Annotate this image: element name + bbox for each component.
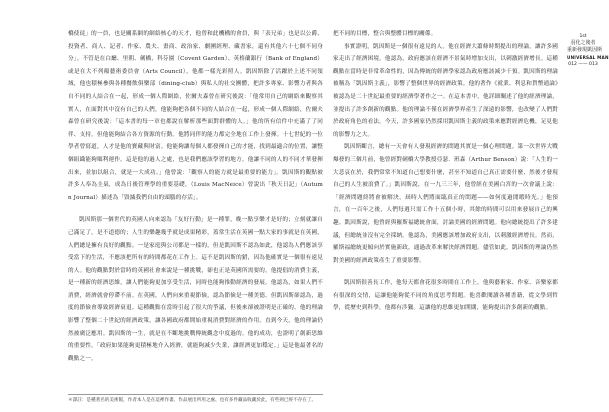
body-paragraph: 凱因斯斷言，總有一天會有人發現經濟的問題其實是一個心理問題。第一次世界大戰爆發的三個月前，他曾經對劍橋大學教授亞瑟．班森（Arthur Benson）說：「人生的一大悲哀在於，我們常常不知道自己想要什麼，甚至不知道自己真正需要什麼，然後才發現自己的人生被浪費了。」凱因斯說，在一九三三年，他曾經在美國白宮的一次會議上說：「經濟問題終將會被解決，屆時人們將面臨真正的問題——如何度過閒暇時光。」他預言，在一百年之後，人們每週只需工作十五個小時，其餘的時間可以用來發展自己的興趣。凱因斯說，他曾經與羅斯福總統會面，討論美國的經濟問題。他向總統提出了許多建議，但總統並沒有完全採納。他認為，美國應該增加政府支出，以刺激經濟增長。然而，羅斯福總統更傾向於實施新政，通過改革來解決經濟問題。儘管如此，凱因斯的理論仍然對美國的經濟政策產生了重要影響。 [333,144,558,264]
book-title-english: UNIVERSAL MAN [567,55,609,60]
chapter-label: 1st [579,34,587,39]
footnote: ＊譯註：是種著名的美術館，作者本人是在這裡作畫、作品展出所用之處、也有多件藏品收藏於此，有些則已經不存在了。 [68,394,323,404]
right-page [333,28,558,388]
running-head [567,33,609,68]
body-paragraph: 凱因斯很善長工作，他每天都會花很多時間在工作上。他與藝術家、作家、音樂家都有很深的交情，這讓他能夠從不同的角度思考問題。他喜歡閱讀各種書籍，從文學到哲學，從歷史到科學，他都有涉獵。這讓他的思維更加開闊，能夠提出許多創新的觀點。 [333,280,558,312]
book-title: 羽化之後者 [570,40,596,46]
paragraph-gap [68,204,323,214]
book-subtitle: 重新發現凱因斯 [567,47,603,53]
left-page [68,28,323,388]
body-paragraph: 橋使徒」的一員，也是關系網的網絡核心的天才，他曾和此機構的會員，與「表兄弟」也是以公爵、投資者、商人、記者、作家、農夫、畫商、政治家、劇團經理、藏書家，還有其他六十七個不同身分」。不管是在白廳、里朝、劍橋、科芬園（Covent Garden）、英格蘭銀行（Bank of England）或是在大不列顛藝術委員會（Arts Council），他都一樣光彩照人。凱因斯除了活躍於上述不同領域，他也積極參與各種餐飲俱樂部（dining-club）與私人的社交團體，把許多專家、影響力者與各自不同的人結合在一起，形成一個人際網絡，佐爾夫森曾在研究後說：「他常用自己的網絡來觀察其實人，在面對其中沒有自己的人們，他能夠把各個不同的人結合在一起，形成一個人際網絡，佐爾夫森曾在研究後說：「這本書的每一章也都說在解析那些面對群體的人。」他的所有信件中充滿了了同伴、支持，但他能夠結合各方資源的行動。他將同伴的能力都完全地在工作上發揮。十七世紀的一位學者曾寫道，人才是他的寶藏與財富。他能夠讓每個人都發揮自己的才能，找到最適合的位置，讓整個組織能夠順利運作。這是他的過人之處，也是我們應該學習的地方。他讓不同的人的不同才華發揮出來，並加以組合，就是一大成功。」他曾說：「觀察人的能力就是最重要的能力」。凱因斯的觀點被許多人奉為圭臬，成為日後管理學的重要基礎。（Louis MacNeice）曾說出「秋天日記」（Autumn Journal）描述為「毀滅我們自由的頭腦的存活」。 [68,31,323,201]
body-paragraph: 凱因斯那一個世代的英國人向來認為「友好行動」是一種罪，晚一點享樂才是好的；立刻就讓自己滿足了，是不道德的；人生的樂趣幾乎就是成果精彩，蓋常生活在英國一點大家的事就是在英國，人們總是擁有良好的觀點。一是家庭與公司都是一樣的，但是凱因斯不認為如此，他認為人們應該享受當下的生活，不應該把所有的時間都花在工作上。這不是凱因斯的錯，因為他確實是一個很有遠見的人。他的觀點對於當時的英國社會來說是一種挑戰，卻也正是英國所需要的。他提倡的消費主義，是一種新的經濟思維，讓人們能夠更加享受生活，同時也能夠推動經濟的發展。他認為，如果人們不消費，經濟就會停滯不前。在英國，人們向來重視節儉，認為節儉是一種美德。但凱因斯卻認為，過度的節儉會導致經濟衰退。這種觀點在當時引起了很大的爭議，但後來卻被證明是正確的。他的理論影響了整個二十世紀的經濟政策，讓各國政府都開始重視消費對經濟的作用。直到今天，他的理論仍然被廣泛應用。凱因斯的一生，就是在不斷地挑戰傳統觀念中度過的。他的成功，也證明了創新思維的重要性。「政府如果能夠更積極地介入經濟，就能夠減少失業，讓經濟更加穩定。」這是他最著名的觀點之一。 [68,217,323,362]
body-paragraph: 把不同的目標，整合與整體目標的關係。 [333,31,437,37]
paragraph-gap [333,267,558,277]
page-numbers: 012 —— 013 [568,62,598,67]
body-paragraph: 事實證明，凱因斯是一個很有遠見的人。他在經濟大蕭條時期提出的理論，讓許多國家走出了經濟困境。他認為，政府應該在經濟不景氣時增加支出，以刺激經濟增長。這種觀點在當時是非常革命性的，因為傳統的經濟學家認為政府應該減少干預。凱因斯的理論被稱為「凱因斯主義」，影響了整個世界的經濟政策。他的著作《就業、利息和貨幣通論》被認為是二十世紀最重要的經濟學著作之一。在這本書中，他詳細闡述了他的經濟理論，並提出了許多創新的觀點。他的理論不僅在經濟學界產生了深遠的影響，也改變了人們對於政府角色的看法。今天，許多國家仍然採用凱因斯主義的政策來應對經濟危機，足見他的影響力之大。 [333,43,558,138]
